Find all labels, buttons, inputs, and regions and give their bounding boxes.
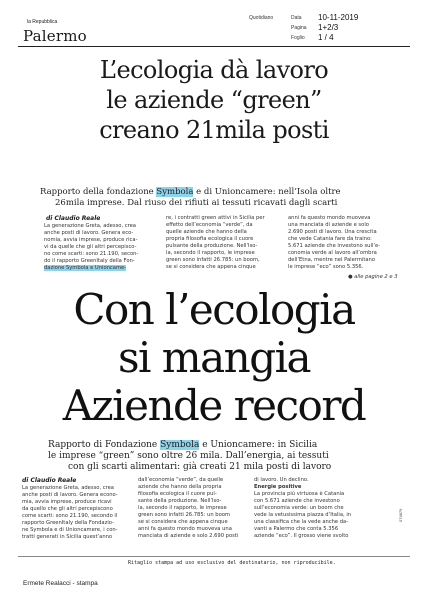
text-line: propria filosofia ecologica il cuore: [166, 236, 254, 242]
text-line: sull’economia verde: un boom che: [254, 505, 344, 511]
text-line: anni fa questo mondo muoveva una: [138, 526, 232, 532]
text-line: le imprese “eco” sono 5.356.: [288, 264, 364, 270]
text-line: vanti a Palermo che conta 5.356: [254, 526, 339, 532]
headline-2-line-3: Aziende record: [62, 381, 366, 430]
text-line: effetto dell’economia “verde”, da: [166, 222, 253, 228]
footer-rule: [18, 556, 410, 557]
headline-1-line-3: creano 21mila posti: [99, 116, 329, 144]
article-1-column-2: [166, 215, 281, 271]
headline-1-line-1: L’ecologia dà lavoro: [99, 56, 329, 84]
text-line: sante della produzione. Nell’Iso-: [138, 498, 222, 504]
article-2-column-2: [138, 477, 250, 540]
text-line: rapporto GreenItaly della Fondazio-: [22, 520, 114, 526]
foglio-label: Foglio: [291, 35, 305, 41]
text-line: come scarti: sono 21.190, secondo il: [22, 513, 118, 519]
article-1-column-3: [288, 215, 403, 271]
header-rule: [18, 46, 410, 47]
text-line: la, secondo il rapporto, le imprese: [166, 250, 255, 256]
text-line: se si considera che appena cinque: [166, 264, 256, 270]
continue-reference: ● alle pagine 2 e 3: [348, 274, 398, 280]
text-line: La generazione Greta, adesso, crea: [22, 485, 114, 491]
text-line: La provincia più virtuosa è Catania: [254, 491, 345, 497]
text-line: filosofia ecologica il cuore pul-: [138, 491, 217, 497]
text-line: dell’Etna, mentre nel Palermitano: [288, 257, 376, 263]
text-line: di lavoro. Un declino.: [254, 477, 309, 483]
text-line: La generazione Greta, adesso, crea: [44, 223, 136, 229]
date-value: 10-11-2019: [318, 13, 359, 22]
text-line: quelle aziende che hanno della: [166, 229, 247, 235]
subheadline-1-part-1: Rapporto della fondazione: [40, 187, 157, 197]
subheadline-2-part-1: Rapporto di Fondazione: [48, 440, 161, 450]
text-line: anche posti di lavoro. Genera econo-: [22, 492, 118, 498]
article-1-column-1: [44, 223, 159, 272]
subheadline-2-line-3: con gli scarti alimentari: già creati 21 mila posti di lavoro: [68, 462, 332, 472]
text-line: vi da quelle che gli altri percepisco-: [44, 244, 137, 250]
article-2-column-1: [22, 485, 134, 541]
text-line: una manciata di aziende e solo: [288, 222, 369, 228]
text-line: nomia, avvia imprese, produce rica-: [44, 237, 138, 243]
subheadline-2-line-2: le imprese “green” sono oltre 26 mila. Dall’energia, ai tessuti: [48, 451, 329, 461]
article-2-column-3: [254, 477, 384, 540]
text-line: vede la vetusissima piazza d’Italia, in: [254, 512, 352, 518]
text-line: mia, avvia imprese, produce ricavi: [22, 499, 112, 505]
text-line: [44, 265, 159, 272]
date-label: Data: [291, 15, 302, 21]
text-line: 2.690 posti di lavoro. Una crescita: [288, 229, 377, 235]
pagina-label: Pagina: [291, 25, 307, 31]
subheadline-1-line-2: 26mila imprese. Dal riuso dei rifiuti ai tessuti ricavati dagli scarti: [55, 198, 338, 208]
headline-2-line-2: si mangia: [117, 333, 311, 382]
quotidiano-label: Quotidiano: [249, 15, 274, 21]
highlighted-term: dazione Symbola e Unioncame-: [44, 265, 127, 271]
text-line: 5.671 aziende che investono sull’e-: [288, 243, 381, 249]
text-line: anche posti di lavoro. Genera eco-: [44, 230, 134, 236]
text-line: re, i contratti green attivi in Sicilia per: [166, 215, 265, 221]
masthead: Palermo: [23, 27, 87, 45]
highlighted-term: Symbola: [160, 440, 200, 450]
text-line: aziende “eco”. Il grosso viene svolto: [254, 533, 349, 539]
text-line: no come scarti: sono 21.190, secon-: [44, 251, 139, 257]
text-line: tratti generati in Sicilia quest’anno: [22, 534, 113, 540]
text-line: anni fa questo mondo muoveva: [288, 215, 371, 221]
text-line: green sono infatti 26.785: un boom: [138, 512, 230, 518]
headline-1-line-2: le aziende “green”: [106, 86, 322, 114]
text-line: pulsante della produzione. Nell’Iso-: [166, 243, 258, 249]
archive-code: 074879: [398, 508, 403, 522]
text-line: green sono infatti 26.785: un boom,: [166, 257, 260, 263]
text-line: se si considera che appena cinque: [138, 519, 228, 525]
text-line: ne Symbola e di Unioncamere, i con-: [22, 527, 118, 533]
masthead-small: la Repubblica: [27, 19, 58, 25]
subheadline-1-part-2: e di Unioncamere: nell’Isola oltre: [193, 187, 341, 197]
text-line: la, secondo il rapporto, le imprese: [138, 505, 227, 511]
headline-2-line-1: Con l’ecologia: [73, 285, 355, 334]
text-line: dall’economia “verde”, da quelle: [138, 477, 224, 483]
subheadline-1: [40, 187, 410, 198]
text-line: Energie positive: [254, 484, 302, 490]
press-stamp: Ermete Realacci - stampa: [23, 580, 98, 587]
pagina-value: 1+2/3: [318, 23, 339, 32]
text-line: manciata di aziende e solo 2.690 posti: [138, 533, 239, 539]
byline-2: di Claudio Reale: [22, 477, 77, 484]
text-line: una classifica che la vede anche da-: [254, 519, 349, 525]
subheadline-2-part-2: e Unioncamere: in Sicilia: [199, 440, 318, 450]
text-line: da quello che gli altri percepiscono: [22, 506, 113, 512]
subheadline-2: [48, 440, 398, 451]
text-line: con 5.671 aziende che investono: [254, 498, 340, 504]
text-line: che vede Catania fare da traino:: [288, 236, 372, 242]
text-line: aziende che hanno della propria: [138, 484, 222, 490]
highlighted-term: Symbola: [156, 187, 194, 197]
byline-1: di Claudio Reale: [46, 215, 101, 222]
text-line: do il rapporto GreenItaly della Fon-: [44, 258, 135, 264]
text-line: conomia verde al lavoro all’ombra: [288, 250, 377, 256]
reproduction-note: Ritaglio stampa ad uso esclusivo del destinatario, non riproducibile.: [128, 560, 336, 566]
foglio-value: 1 / 4: [318, 33, 334, 42]
